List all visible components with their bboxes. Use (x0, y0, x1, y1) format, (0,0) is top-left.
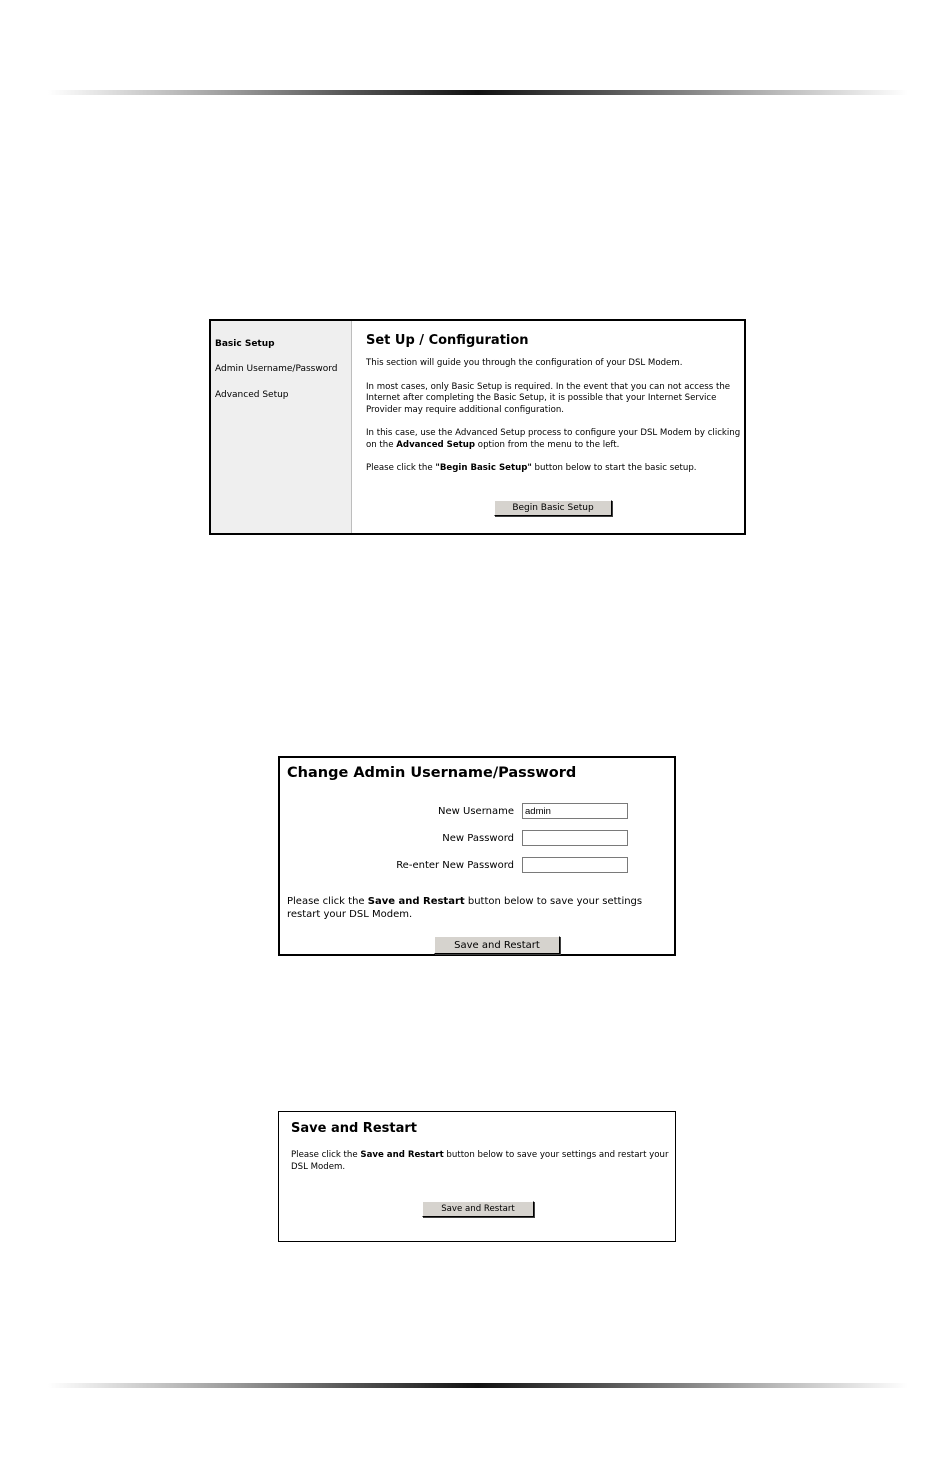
confirm-password-input[interactable] (522, 857, 628, 873)
password-row (280, 830, 674, 848)
sidebar-item-admin-username-password[interactable]: Admin Username/Password (215, 364, 338, 374)
page-title: Change Admin Username/Password (287, 765, 577, 781)
instruction-text: Please click the "Begin Basic Setup" button below to start the basic setup. (366, 463, 697, 473)
confirm-password-row (280, 857, 674, 875)
save-restart-screenshot (278, 1111, 676, 1242)
confirm-password-label: Re-enter New Password (396, 860, 514, 871)
password-label: New Password (442, 833, 514, 844)
username-row (280, 803, 674, 821)
admin-password-screenshot (278, 756, 676, 956)
save-instruction-text: Please click the Save and Restart button below to save your settings restart your DSL Modem. (287, 896, 643, 920)
sidebar-item-basic-setup[interactable]: Basic Setup (215, 339, 275, 349)
new-password-input[interactable] (522, 830, 628, 846)
save-and-restart-button[interactable]: Save and Restart (434, 936, 560, 954)
basic-setup-text: In most cases, only Basic Setup is required. In the event that you can not access the Internet after completing the Basic Setup, it is possible that your Internet Service Provider may require additional configuration. (366, 381, 731, 415)
page-title: Set Up / Configuration (366, 333, 529, 348)
advanced-setup-text: In this case, use the Advanced Setup process to configure your DSL Modem by clicking on the Advanced Setup option from the menu to the left. (366, 428, 741, 450)
new-username-input[interactable] (522, 803, 628, 819)
page-title: Save and Restart (291, 1121, 417, 1136)
intro-text: This section will guide you through the configuration of your DSL Modem. (366, 358, 683, 368)
username-label: New Username (438, 806, 514, 817)
footer-rule (48, 1383, 908, 1388)
header-rule (48, 90, 908, 95)
save-and-restart-button[interactable]: Save and Restart (422, 1201, 534, 1217)
setup-configuration-screenshot (209, 319, 746, 535)
save-instruction-text: Please click the Save and Restart button below to save your settings and restart your DSL Modem. (291, 1150, 669, 1172)
sidebar-menu (211, 321, 352, 533)
sidebar-item-advanced-setup[interactable]: Advanced Setup (215, 390, 289, 400)
begin-basic-setup-button[interactable]: Begin Basic Setup (494, 500, 612, 516)
setup-content (366, 333, 741, 487)
